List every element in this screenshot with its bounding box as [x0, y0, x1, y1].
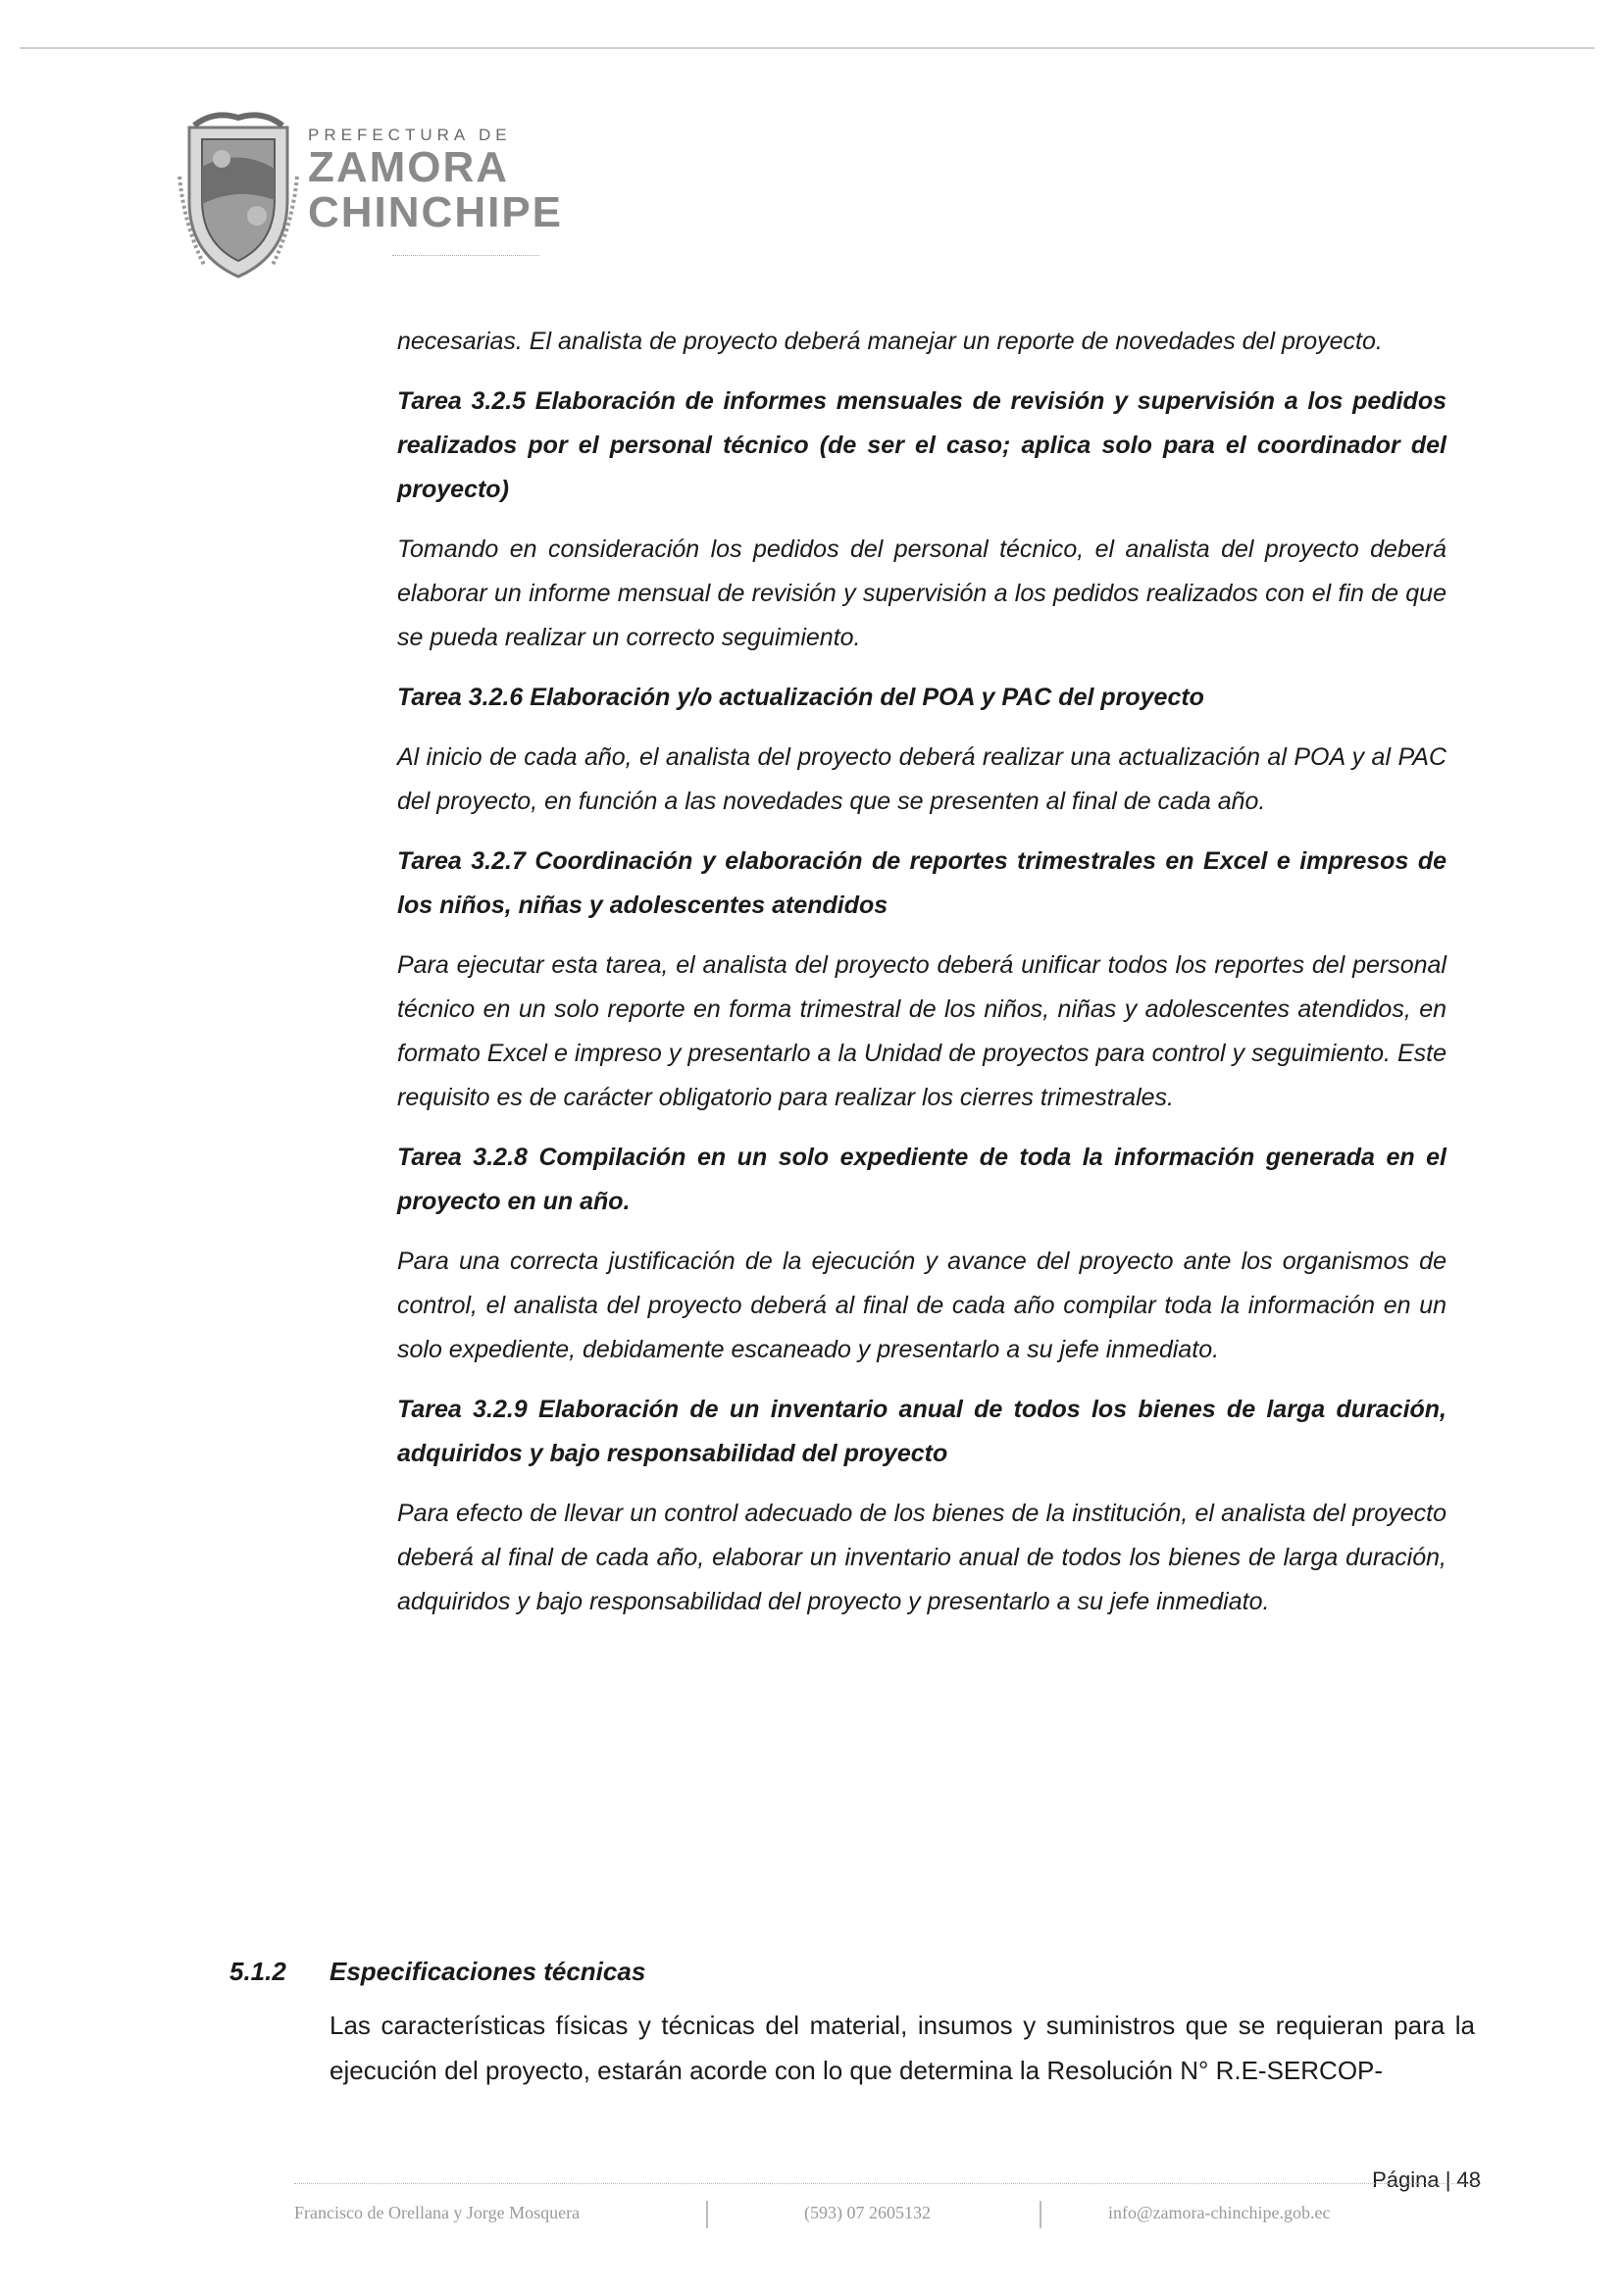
coat-of-arms-emblem — [175, 108, 302, 284]
continuation-paragraph: necesarias. El analista de proyecto deberá manejar un reporte de novedades del proyecto. — [397, 328, 1383, 355]
document-body — [397, 320, 1446, 1624]
task-heading: Tarea 3.2.8 Compilación en un solo expediente de toda la información generada en el proyecto en un año. — [397, 1144, 1446, 1215]
task-paragraph: Para efecto de llevar un control adecuado de los bienes de la institución, el analista del proyecto deberá al final de cada año, elaborar un inventario anual de todos los bienes de larga duración, adquiridos y bajo responsabilidad del proyecto y presentarlo a su jefe inmediato. — [397, 1500, 1446, 1615]
task-heading: Tarea 3.2.9 Elaboración de un inventario anual de todos los bienes de larga duración, adquiridos y bajo responsabilidad del proyecto — [397, 1396, 1446, 1467]
section-paragraph: Las características físicas y técnicas del material, insumos y suministros que se requieran para la ejecución del proyecto, estarán acorde con lo que determina la Resolución N° R.E-SERCOP- — [330, 2011, 1475, 2085]
logo-rule — [392, 255, 539, 256]
footer-divider — [294, 2183, 1481, 2184]
scan-border-line — [20, 47, 1595, 49]
section-heading — [229, 1952, 1475, 1991]
section-title: Especificaciones técnicas — [330, 1957, 646, 1986]
footer-email: info@zamora-chinchipe.gob.ec — [1108, 2203, 1331, 2222]
page-number: Página | 48 — [1372, 2167, 1481, 2192]
task-paragraph: Para una correcta justificación de la ejecución y avance del proyecto ante los organismos de control, el analista del proyecto deberá al final de cada año compilar toda la información en un solo expediente, debidamente escaneado y presentarlo a su jefe inmediato. — [397, 1248, 1446, 1363]
logo-name-line1: ZAMORA — [308, 143, 510, 191]
task-heading: Tarea 3.2.7 Coordinación y elaboración de reportes trimestrales en Excel e impresos de los niños, niñas y adolescentes atendidos — [397, 847, 1446, 919]
task-paragraph: Al inicio de cada año, el analista del proyecto deberá realizar una actualización al POA y al PAC del proyecto, en función a las novedades que se presenten al final de cada año. — [397, 743, 1446, 815]
task-paragraph: Para ejecutar esta tarea, el analista del proyecto deberá unificar todos los reportes del personal técnico en un solo reporte en forma trimestral de los niños, niñas y adolescentes atendidos, en formato Excel e impreso y presentarlo a la Unidad de proyectos para control y seguimiento. Este requisito es de carácter obligatorio para realizar los cierres trimestrales. — [397, 951, 1446, 1111]
section-5-1-2 — [229, 1952, 1475, 2093]
footer-separator — [1040, 2201, 1041, 2228]
task-paragraph: Tomando en consideración los pedidos del personal técnico, el analista del proyecto deberá elaborar un informe mensual de revisión y supervisión a los pedidos realizados con el fin de que se pueda realizar un correcto seguimiento. — [397, 535, 1446, 651]
logo-top-text: PREFECTURA DE — [308, 126, 512, 144]
task-heading: Tarea 3.2.6 Elaboración y/o actualización del POA y PAC del proyecto — [397, 684, 1204, 711]
page-footer — [294, 2167, 1481, 2256]
section-number: 5.1.2 — [229, 1957, 286, 1986]
logo-name-line2: CHINCHIPE — [308, 188, 564, 236]
footer-separator — [706, 2201, 708, 2228]
footer-address: Francisco de Orellana y Jorge Mosquera — [294, 2203, 581, 2222]
prefectura-logo — [175, 108, 586, 294]
footer-phone: (593) 07 2605132 — [804, 2203, 931, 2222]
task-heading: Tarea 3.2.5 Elaboración de informes mensuales de revisión y supervisión a los pedidos realizados por el personal técnico (de ser el caso; aplica solo para el coordinador del proyecto) — [397, 387, 1446, 503]
